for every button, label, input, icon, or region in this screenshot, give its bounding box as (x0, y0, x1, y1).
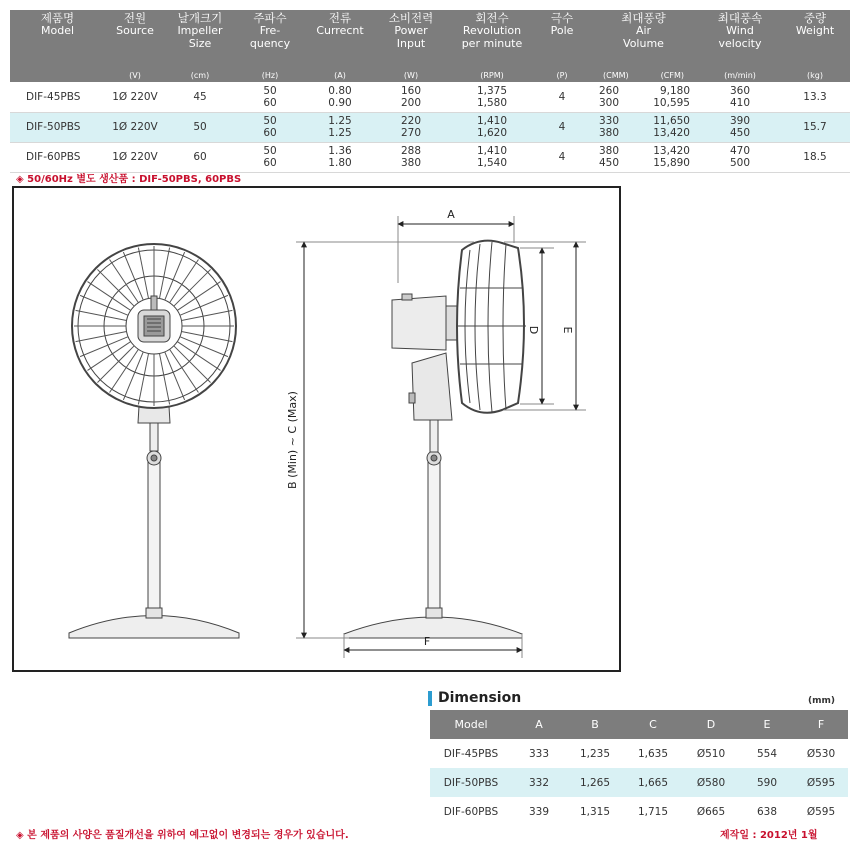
cell-pole: 4 (537, 82, 587, 112)
spec-row-50pbs (10, 112, 850, 142)
label-f: F (423, 635, 431, 648)
cell-air-volume: 330 11,650 380 13,420 (587, 112, 700, 142)
technical-drawing (12, 186, 621, 672)
dim-cell: 339 (528, 805, 550, 818)
dim-cell: 1,315 (579, 805, 611, 818)
spec-row-45pbs (10, 82, 850, 112)
cell-current: 1.25 1.25 (305, 112, 375, 142)
unit-cfm: (CFM) (660, 71, 684, 80)
header-impeller-size: 날개크기 Impeller Size (cm) (165, 10, 235, 82)
header-source: 전원 Source (V) (105, 10, 165, 82)
dimension-lines (296, 216, 586, 658)
dim-header-model: Model (430, 710, 512, 739)
side-view (344, 241, 526, 638)
cell-power: 220 270 (375, 112, 447, 142)
dim-cell: 1,235 (579, 747, 611, 760)
production-note: ◈ 50/60Hz 별도 생산품 : DIF-50PBS, 60PBS (16, 174, 242, 185)
dim-header-row (430, 710, 848, 739)
dimension-title (428, 690, 521, 706)
header-current: 전류 Currecnt (A) (305, 10, 375, 82)
cell-weight: 13.3 (780, 82, 850, 112)
dim-cell: Ø510 (696, 747, 726, 760)
spec-header-row (10, 10, 850, 82)
dim-cell: 333 (528, 747, 550, 760)
cell-weight: 18.5 (780, 142, 850, 172)
cell-rpm: 1,410 1,540 (447, 142, 537, 172)
dim-cell: Ø595 (794, 768, 848, 797)
label-bc: B (Min) ~ C (Max) (286, 391, 299, 489)
dim-cell: DIF-50PBS (430, 768, 512, 797)
cell-current: 1.36 1.80 (305, 142, 375, 172)
dimension-title-text: Dimension (438, 690, 522, 706)
cell-size: 50 (165, 112, 235, 142)
cell-size: 45 (165, 82, 235, 112)
cell-source: 1Ø 220V (105, 82, 165, 112)
dim-header-a: A (512, 710, 566, 739)
cell-frequency: 50 60 (235, 82, 305, 112)
dimension-unit: (mm) (808, 696, 835, 706)
header-model: 제품명 Model (10, 10, 105, 82)
dim-cell: 1,635 (637, 747, 669, 760)
dim-cell: 554 (756, 747, 778, 760)
production-date: 제작일 : 2012년 1월 (720, 830, 818, 841)
cell-power: 288 380 (375, 142, 447, 172)
front-pole (148, 458, 160, 616)
header-air-volume: 최대풍량 Air Volume (CMM) (CFM) (587, 10, 700, 82)
label-e: E (561, 326, 574, 334)
dim-header-d: D (682, 710, 740, 739)
dim-row-45pbs (430, 739, 848, 768)
cell-pole: 4 (537, 112, 587, 142)
dim-cell: Ø530 (806, 747, 836, 760)
spec-table (10, 10, 850, 173)
dim-row-60pbs (430, 797, 848, 826)
side-pole (428, 458, 440, 616)
dim-cell: Ø665 (696, 805, 726, 818)
header-pole: 극수 Pole (P) (537, 10, 587, 82)
header-wind-velocity: 최대풍속 Wind velocity (m/min) (700, 10, 780, 82)
front-view (69, 244, 239, 638)
dim-cell: 1,665 (624, 768, 682, 797)
dim-cell: 590 (740, 768, 794, 797)
cell-model: DIF-60PBS (10, 142, 105, 172)
dim-cell: 638 (756, 805, 778, 818)
header-power-input: 소비전력 Power Input (W) (375, 10, 447, 82)
label-a: A (447, 208, 455, 221)
dim-header-e: E (740, 710, 794, 739)
cell-air-volume: 380 13,420 450 15,890 (587, 142, 700, 172)
cell-model: DIF-50PBS (10, 112, 105, 142)
dim-header-c: C (624, 710, 682, 739)
cell-wind: 390 450 (700, 112, 780, 142)
side-base (344, 617, 522, 638)
dim-cell: 1,715 (637, 805, 669, 818)
side-motor (392, 296, 446, 350)
dim-header-b: B (566, 710, 624, 739)
dim-cell: Ø595 (806, 805, 836, 818)
cell-pole: 4 (537, 142, 587, 172)
cell-size: 60 (165, 142, 235, 172)
spec-change-note: ◈ 본 제품의 사양은 품질개선을 위하여 예고없이 변경되는 경우가 있습니다. (16, 830, 349, 841)
cell-source: 1Ø 220V (105, 142, 165, 172)
fan-drawing-svg (14, 188, 619, 670)
header-revolution: 회전수 Revolution per minute (RPM) (447, 10, 537, 82)
cell-air-volume: 260 9,180 300 10,595 (587, 82, 700, 112)
cell-weight: 15.7 (780, 112, 850, 142)
dim-cell: DIF-45PBS (443, 747, 499, 760)
title-accent-bar (428, 691, 432, 706)
cell-current: 0.80 0.90 (305, 82, 375, 112)
cell-power: 160 200 (375, 82, 447, 112)
cell-rpm: 1,375 1,580 (447, 82, 537, 112)
dimension-table (430, 710, 848, 826)
dim-cell: 332 (512, 768, 566, 797)
dim-cell: Ø580 (682, 768, 740, 797)
unit-cmm: (CMM) (603, 71, 629, 80)
front-base (69, 616, 239, 639)
cell-wind: 470 500 (700, 142, 780, 172)
spec-row-60pbs (10, 142, 850, 172)
header-frequency: 주파수 Fre- quency (Hz) (235, 10, 305, 82)
cell-frequency: 50 60 (235, 142, 305, 172)
dim-header-f: F (794, 710, 848, 739)
cell-wind: 360 410 (700, 82, 780, 112)
cell-frequency: 50 60 (235, 112, 305, 142)
header-weight: 중량 Weight (kg) (780, 10, 850, 82)
dim-cell: DIF-60PBS (443, 805, 499, 818)
label-d: D (527, 325, 540, 335)
dim-row-50pbs (430, 768, 848, 797)
cell-rpm: 1,410 1,620 (447, 112, 537, 142)
side-bracket (412, 353, 452, 420)
dim-cell: 1,265 (566, 768, 624, 797)
cell-source: 1Ø 220V (105, 112, 165, 142)
cell-model: DIF-45PBS (10, 82, 105, 112)
